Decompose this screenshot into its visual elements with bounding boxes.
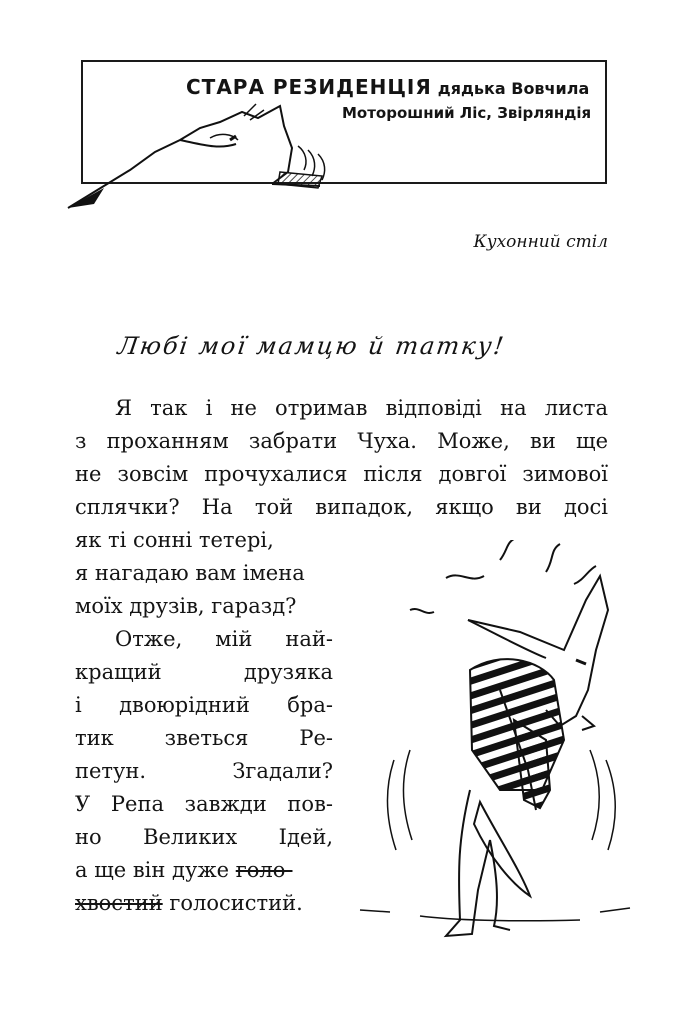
text-line <box>75 854 333 887</box>
text-line: я нагадаю вам імена <box>75 561 305 585</box>
text-line: з проханням забрати Чуха. Може, ви ще <box>75 429 608 453</box>
text-line: Я так і не отримав відповіді на листа <box>115 396 608 420</box>
text-fragment: а ще він дуже <box>75 858 236 882</box>
paragraph-intro <box>75 392 608 524</box>
text-line: кращий друзяка <box>75 660 333 684</box>
fox-illustration <box>350 540 650 960</box>
text-line: і двоюрідний бра- <box>75 693 333 717</box>
letterhead-title <box>186 75 589 99</box>
text-line: Отже, мій най- <box>115 627 333 651</box>
dateline: Кухонний стіл <box>473 232 608 252</box>
text-line: но Великих Ідей, <box>75 825 333 849</box>
residence-name: СТАРА РЕЗИДЕНЦІЯ <box>186 75 432 99</box>
letterhead-address: Моторошний Ліс, Звірляндія <box>342 104 592 122</box>
salutation: Любі мої мамцю й татку! <box>116 332 508 360</box>
text-fragment: голосистий. <box>162 891 303 915</box>
text-line: не зовсім прочухалися після довгої зимової <box>75 462 608 486</box>
struck-word: хвостий <box>75 891 163 915</box>
text-line: петун. Згадали? <box>75 759 333 783</box>
text-line: тик зветься Ре- <box>75 726 333 750</box>
struck-word: голо- <box>235 858 293 882</box>
text-line: сплячки? На той випадок, якщо ви досі <box>75 495 608 519</box>
text-column <box>75 524 333 920</box>
text-line: У Репа завжди пов- <box>75 792 333 816</box>
text-line: як ті сонні тетері, <box>75 528 274 552</box>
residence-owner: дядька Вовчила <box>437 79 590 98</box>
text-line: моїх друзів, гаразд? <box>75 594 297 618</box>
wolf-illustration <box>60 100 350 220</box>
text-line <box>75 887 333 920</box>
